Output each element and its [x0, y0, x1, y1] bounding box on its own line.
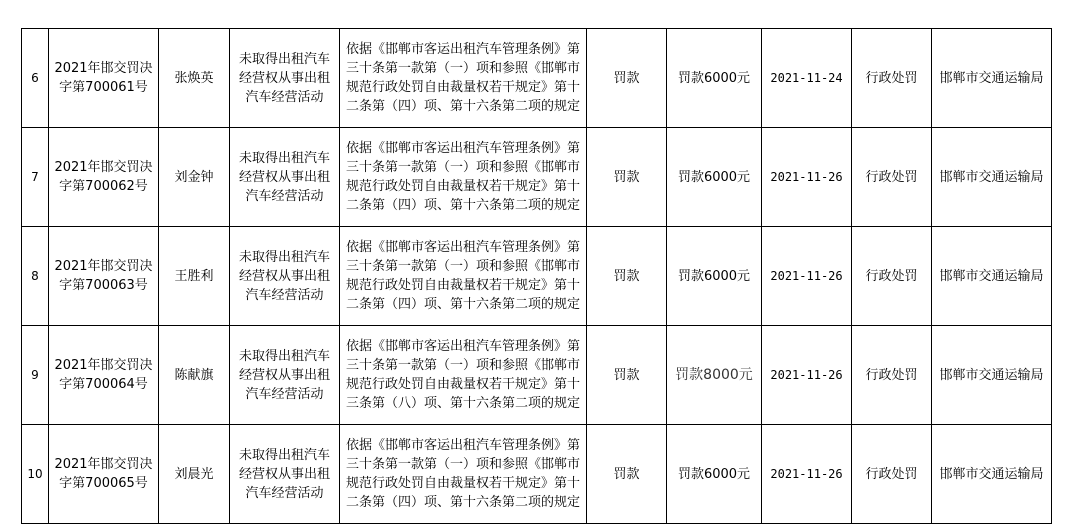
party-name: 张焕英 [159, 29, 230, 128]
row-index: 10 [22, 425, 49, 524]
decision-date: 2021-11-24 [762, 29, 852, 128]
violation-reason: 未取得出租汽车经营权从事出租汽车经营活动 [230, 326, 340, 425]
decision-number: 2021年邯交罚决字第700062号 [49, 128, 159, 227]
decision-number: 2021年邯交罚决字第700064号 [49, 326, 159, 425]
legal-basis: 依据《邯郸市客运出租汽车管理条例》第三十条第一款第（一）项和参照《邯郸市规范行政处罚自由裁量权若干规定》第十二条第（四）项、第十六条第二项的规定 [340, 227, 587, 326]
party-name: 刘晨光 [159, 425, 230, 524]
legal-basis: 依据《邯郸市客运出租汽车管理条例》第三十条第一款第（一）项和参照《邯郸市规范行政处罚自由裁量权若干规定》第十二条第（四）项、第十六条第二项的规定 [340, 128, 587, 227]
penalty-type: 罚款 [587, 29, 667, 128]
row-index: 6 [22, 29, 49, 128]
row-index: 7 [22, 128, 49, 227]
issuing-authority: 邯郸市交通运输局 [932, 29, 1052, 128]
decision-number: 2021年邯交罚决字第700063号 [49, 227, 159, 326]
decision-date: 2021-11-26 [762, 326, 852, 425]
penalty-amount: 罚款6000元 [667, 128, 762, 227]
decision-date: 2021-11-26 [762, 128, 852, 227]
penalty-type: 罚款 [587, 128, 667, 227]
table-row [22, 128, 1052, 227]
penalty-category: 行政处罚 [852, 128, 932, 227]
legal-basis: 依据《邯郸市客运出租汽车管理条例》第三十条第一款第（一）项和参照《邯郸市规范行政处罚自由裁量权若干规定》第十二条第（四）项、第十六条第二项的规定 [340, 29, 587, 128]
penalty-type: 罚款 [587, 326, 667, 425]
issuing-authority: 邯郸市交通运输局 [932, 128, 1052, 227]
penalty-category: 行政处罚 [852, 29, 932, 128]
penalty-amount: 罚款6000元 [667, 227, 762, 326]
violation-reason: 未取得出租汽车经营权从事出租汽车经营活动 [230, 227, 340, 326]
table-row [22, 29, 1052, 128]
decision-number: 2021年邯交罚决字第700065号 [49, 425, 159, 524]
table-row [22, 425, 1052, 524]
violation-reason: 未取得出租汽车经营权从事出租汽车经营活动 [230, 128, 340, 227]
violation-reason: 未取得出租汽车经营权从事出租汽车经营活动 [230, 29, 340, 128]
penalty-amount: 罚款8000元 [667, 326, 762, 425]
penalty-category: 行政处罚 [852, 425, 932, 524]
penalty-category: 行政处罚 [852, 227, 932, 326]
decision-date: 2021-11-26 [762, 425, 852, 524]
party-name: 王胜利 [159, 227, 230, 326]
penalty-type: 罚款 [587, 227, 667, 326]
issuing-authority: 邯郸市交通运输局 [932, 425, 1052, 524]
table-row [22, 326, 1052, 425]
row-index: 8 [22, 227, 49, 326]
penalty-type: 罚款 [587, 425, 667, 524]
issuing-authority: 邯郸市交通运输局 [932, 227, 1052, 326]
table-body [22, 29, 1052, 524]
penalty-amount: 罚款6000元 [667, 29, 762, 128]
penalty-table [21, 28, 1052, 524]
party-name: 陈献旗 [159, 326, 230, 425]
decision-number: 2021年邯交罚决字第700061号 [49, 29, 159, 128]
issuing-authority: 邯郸市交通运输局 [932, 326, 1052, 425]
legal-basis: 依据《邯郸市客运出租汽车管理条例》第三十条第一款第（一）项和参照《邯郸市规范行政处罚自由裁量权若干规定》第十三条第（八）项、第十六条第二项的规定 [340, 326, 587, 425]
penalty-amount: 罚款6000元 [667, 425, 762, 524]
violation-reason: 未取得出租汽车经营权从事出租汽车经营活动 [230, 425, 340, 524]
penalty-category: 行政处罚 [852, 326, 932, 425]
party-name: 刘金钟 [159, 128, 230, 227]
decision-date: 2021-11-26 [762, 227, 852, 326]
row-index: 9 [22, 326, 49, 425]
table-row [22, 227, 1052, 326]
legal-basis: 依据《邯郸市客运出租汽车管理条例》第三十条第一款第（一）项和参照《邯郸市规范行政处罚自由裁量权若干规定》第十二条第（四）项、第十六条第二项的规定 [340, 425, 587, 524]
